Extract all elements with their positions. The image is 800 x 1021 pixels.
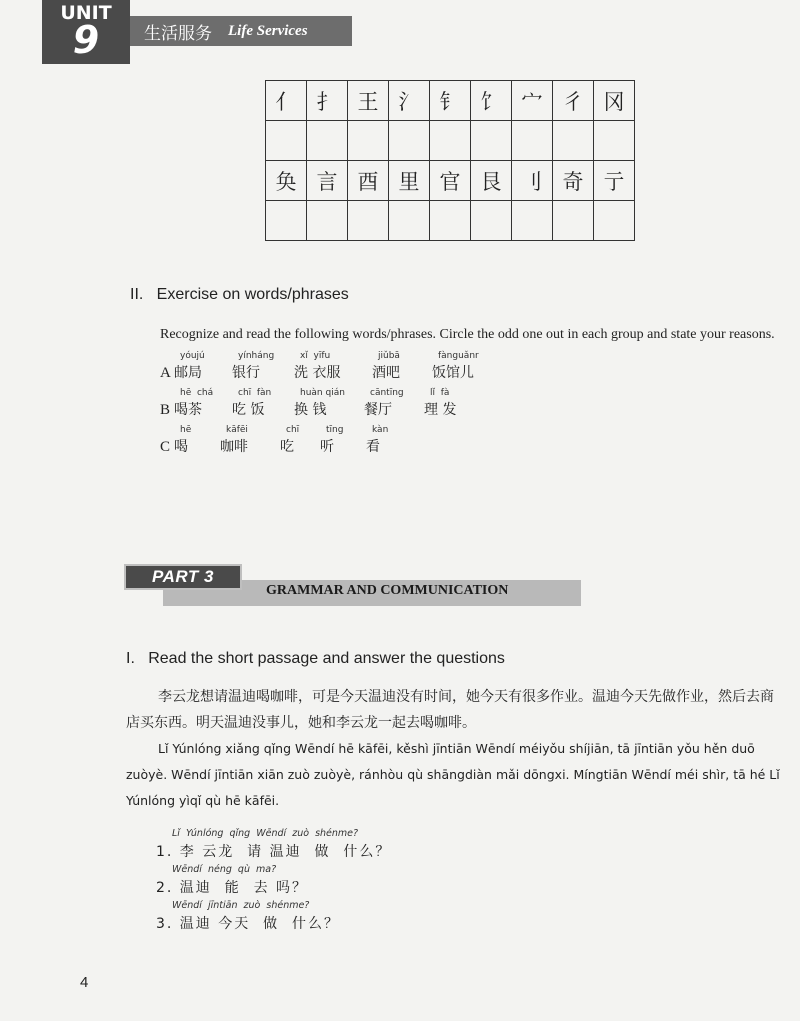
group-letter: C xyxy=(160,439,171,455)
question-pinyin: Lǐ Yúnlóng qǐng Wēndí zuò shénme? xyxy=(172,828,359,839)
word-item[interactable] xyxy=(432,351,479,382)
section-title-passage: I. Read the short passage and answer the questions xyxy=(126,650,505,667)
blank-cell[interactable] xyxy=(430,201,471,241)
word-group-c xyxy=(160,420,520,456)
grid-cell: 奂 xyxy=(266,161,307,201)
blank-cell[interactable] xyxy=(471,201,512,241)
hanzi: 喝 xyxy=(174,439,188,455)
pinyin: chī xyxy=(286,425,300,435)
question-pinyin: Wēndí jīntiān zuò shénme? xyxy=(172,900,310,911)
grid-cell: 宀 xyxy=(512,81,553,121)
word-item[interactable] xyxy=(174,425,191,456)
word-item[interactable] xyxy=(372,351,400,382)
pinyin: xǐ yīfu xyxy=(300,351,331,361)
pinyin: kàn xyxy=(372,425,389,435)
grid-cell: 扌 xyxy=(307,81,348,121)
hanzi: 换 钱 xyxy=(294,402,327,418)
unit-number: 9 xyxy=(72,18,100,62)
hanzi: 吃 xyxy=(280,439,294,455)
word-item[interactable] xyxy=(232,388,271,419)
pinyin: fànguǎnr xyxy=(438,351,479,361)
question-1 xyxy=(156,828,391,861)
hanzi: 听 xyxy=(320,439,334,455)
blank-cell[interactable] xyxy=(512,121,553,161)
pinyin: chī fàn xyxy=(238,388,272,398)
group-letter: A xyxy=(160,365,171,381)
grid-cell: 言 xyxy=(307,161,348,201)
grid-cell: 王 xyxy=(348,81,389,121)
grid-cell: 彳 xyxy=(553,81,594,121)
unit-title-english: Life Services xyxy=(228,22,308,39)
word-item[interactable] xyxy=(220,425,248,456)
pinyin: hē xyxy=(180,425,192,435)
grid-cell: 刂 xyxy=(512,161,553,201)
blank-cell[interactable] xyxy=(266,121,307,161)
grid-cell: 里 xyxy=(389,161,430,201)
word-item[interactable] xyxy=(174,388,213,419)
pinyin: jiǔbā xyxy=(378,351,400,361)
blank-cell[interactable] xyxy=(430,121,471,161)
hanzi: 看 xyxy=(366,439,380,455)
pinyin: lǐ fà xyxy=(430,388,450,398)
blank-cell[interactable] xyxy=(266,201,307,241)
word-group-a xyxy=(160,346,520,382)
character-practice-grid xyxy=(265,80,635,241)
pinyin: kāfēi xyxy=(226,425,248,435)
word-item[interactable] xyxy=(366,425,388,456)
instruction-text: Recognize and read the following words/phrases. Circle the odd one out in each group and state your reasons. xyxy=(160,327,775,342)
grid-cell: 饣 xyxy=(471,81,512,121)
question-3 xyxy=(156,900,340,933)
blank-cell[interactable] xyxy=(594,201,635,241)
passage-pinyin: Lǐ Yúnlóng xiǎng qǐng Wēndí hē kāfēi, kěshì jīntiān Wēndí méiyǒu shíjiān, tā jīntiān yǒu hěn duō zuòyè. Wēndí jīntiān xiān zuò zuòyè, ránhòu qù shāngdiàn mǎi dōngxi. Míngtiān Wēndí méi shìr, tā hé Lǐ Yúnlóng yìqǐ qù hē kāfēi. xyxy=(126,741,780,808)
blank-cell[interactable] xyxy=(471,121,512,161)
grid-cell: 酉 xyxy=(348,161,389,201)
word-item[interactable] xyxy=(280,425,299,456)
part-tag: PART 3 xyxy=(124,564,242,590)
hanzi: 酒吧 xyxy=(372,365,400,381)
word-item[interactable] xyxy=(174,351,205,382)
hanzi: 餐厅 xyxy=(364,402,392,418)
word-item[interactable] xyxy=(424,388,456,419)
grid-row-blank xyxy=(266,121,635,161)
hanzi: 邮局 xyxy=(174,365,202,381)
unit-title-chinese: 生活服务 xyxy=(144,23,212,44)
question-2 xyxy=(156,864,308,897)
hanzi: 喝茶 xyxy=(174,402,202,418)
blank-cell[interactable] xyxy=(512,201,553,241)
blank-cell[interactable] xyxy=(553,201,594,241)
grid-cell: 冈 xyxy=(594,81,635,121)
grid-cell: 氵 xyxy=(389,81,430,121)
blank-cell[interactable] xyxy=(307,121,348,161)
question-hanzi: 2. 温迪 能 去 吗？ xyxy=(156,880,309,896)
word-group-b xyxy=(160,383,520,419)
blank-cell[interactable] xyxy=(553,121,594,161)
group-letter: B xyxy=(160,402,171,418)
page-number: 4 xyxy=(80,974,89,991)
pinyin: huàn qián xyxy=(300,388,345,398)
pinyin: yínháng xyxy=(238,351,275,361)
unit-title-bar xyxy=(130,16,352,46)
unit-label: UNIT xyxy=(60,2,112,24)
word-item[interactable] xyxy=(320,425,343,456)
pinyin: cāntīng xyxy=(370,388,404,398)
blank-cell[interactable] xyxy=(594,121,635,161)
passage-chinese: 李云龙想请温迪喝咖啡，可是今天温迪没有时间，她今天有很多作业。温迪今天先做作业，然后去商店买东西。明天温迪没事儿，她和李云龙一起去喝咖啡。 xyxy=(126,689,774,731)
section-title-words: II. Exercise on words/phrases xyxy=(130,286,349,303)
hanzi: 洗 衣服 xyxy=(294,365,341,381)
question-hanzi: 3. 温迪 今天 做 什么？ xyxy=(156,916,341,932)
hanzi: 咖啡 xyxy=(220,439,248,455)
grid-cell: 艮 xyxy=(471,161,512,201)
blank-cell[interactable] xyxy=(389,121,430,161)
unit-header xyxy=(0,0,800,70)
word-item[interactable] xyxy=(294,388,345,419)
question-pinyin: Wēndí néng qù ma? xyxy=(172,864,277,875)
unit-badge xyxy=(42,0,130,64)
pinyin: tīng xyxy=(326,425,344,435)
word-item[interactable] xyxy=(364,388,404,419)
grid-cell: 官 xyxy=(430,161,471,201)
part-title: GRAMMAR AND COMMUNICATION xyxy=(266,583,509,598)
hanzi: 理 发 xyxy=(424,402,457,418)
blank-cell[interactable] xyxy=(389,201,430,241)
hanzi: 银行 xyxy=(232,365,260,381)
pinyin: hē chá xyxy=(180,388,214,398)
word-item[interactable] xyxy=(294,351,340,382)
grid-cell: 奇 xyxy=(553,161,594,201)
pinyin: yóujú xyxy=(180,351,205,361)
hanzi: 饭馆儿 xyxy=(432,365,474,381)
grid-row-radicals xyxy=(266,81,635,121)
hanzi: 吃 饭 xyxy=(232,402,265,418)
grid-row-blank xyxy=(266,201,635,241)
word-item[interactable] xyxy=(232,351,274,382)
grid-cell: 亍 xyxy=(594,161,635,201)
blank-cell[interactable] xyxy=(307,201,348,241)
grid-cell: 钅 xyxy=(430,81,471,121)
grid-row-components xyxy=(266,161,635,201)
blank-cell[interactable] xyxy=(348,201,389,241)
blank-cell[interactable] xyxy=(348,121,389,161)
grid-cell: 亻 xyxy=(266,81,307,121)
question-hanzi: 1. 李 云龙 请 温迪 做 什么？ xyxy=(156,844,392,860)
